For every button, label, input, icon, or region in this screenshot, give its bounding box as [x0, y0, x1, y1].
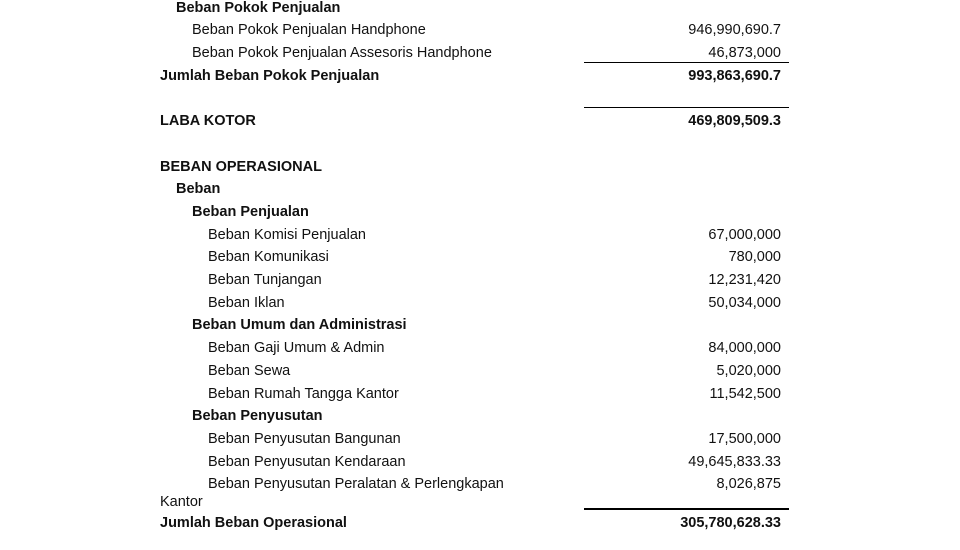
section-header: Beban Umum dan Administrasi — [192, 317, 407, 333]
opex-header-row — [0, 156, 960, 178]
line-item-value: 50,034,000 — [708, 295, 781, 311]
line-item-value: 12,231,420 — [708, 272, 781, 288]
admin-header-row — [0, 314, 960, 336]
line-item-value: 49,645,833.33 — [688, 454, 781, 470]
line-item-label: Beban Penyusutan Peralatan & Perlengkapan — [208, 476, 504, 492]
line-item-value: 780,000 — [728, 249, 781, 265]
line-item-label: Beban Gaji Umum & Admin — [208, 340, 385, 356]
cogs-header-row — [0, 0, 960, 19]
section-header: Beban Penjualan — [192, 204, 309, 220]
gross-profit-row — [0, 110, 960, 132]
line-item-row — [0, 451, 960, 473]
gross-profit-value: 469,809,509.3 — [688, 113, 781, 129]
line-item-row — [0, 246, 960, 268]
line-item-value: 84,000,000 — [708, 340, 781, 356]
section-header: Beban — [176, 181, 221, 197]
line-item-row — [0, 337, 960, 359]
line-item-row — [0, 292, 960, 314]
line-item-row — [0, 269, 960, 291]
depr-header-row — [0, 405, 960, 427]
line-item-label: Beban Rumah Tangga Kantor — [208, 386, 399, 402]
total-label: Jumlah Beban Pokok Penjualan — [160, 68, 380, 84]
selling-header-row — [0, 201, 960, 223]
line-item-label: Beban Sewa — [208, 363, 291, 379]
gross-profit-label: LABA KOTOR — [160, 113, 256, 129]
line-item-row — [0, 473, 960, 495]
beban-header-row — [0, 178, 960, 200]
line-item-row — [0, 42, 960, 64]
line-item-label: Beban Penyusutan Bangunan — [208, 431, 401, 447]
line-item-label: Beban Pokok Penjualan Handphone — [192, 22, 426, 38]
subtotal-rule — [584, 107, 789, 108]
line-item-label: Beban Pokok Penjualan Assesoris Handphone — [192, 45, 492, 61]
line-item-label: Beban Penyusutan Kendaraan — [208, 454, 406, 470]
line-item-value: 5,020,000 — [716, 363, 781, 379]
section-header: Beban Penyusutan — [192, 408, 323, 424]
total-label: Jumlah Beban Operasional — [160, 515, 347, 531]
line-item-label: Beban Komisi Penjualan — [208, 227, 366, 243]
line-item-value: 17,500,000 — [708, 431, 781, 447]
line-item-value: 67,000,000 — [708, 227, 781, 243]
opex-total-row — [0, 512, 960, 534]
line-item-row — [0, 224, 960, 246]
section-header: Beban Pokok Penjualan — [176, 0, 341, 16]
line-item-label: Beban Tunjangan — [208, 272, 322, 288]
section-header: BEBAN OPERASIONAL — [160, 159, 322, 175]
subtotal-rule — [584, 62, 789, 63]
line-item-row — [0, 428, 960, 450]
total-rule — [584, 508, 789, 510]
line-item-row — [0, 383, 960, 405]
line-item-row — [0, 360, 960, 382]
total-value: 305,780,628.33 — [680, 515, 781, 531]
line-item-row — [0, 19, 960, 41]
line-item-value: 11,542,500 — [709, 386, 781, 402]
total-value: 993,863,690.7 — [688, 68, 781, 84]
cogs-total-row — [0, 65, 960, 87]
line-item-value: 8,026,875 — [716, 476, 781, 492]
line-item-label: Beban Iklan — [208, 295, 285, 311]
line-item-value: 946,990,690.7 — [688, 22, 781, 38]
line-item-value: 46,873,000 — [708, 45, 781, 61]
line-item-label: Beban Komunikasi — [208, 249, 329, 265]
line-item-label-continuation: Kantor — [160, 494, 203, 510]
